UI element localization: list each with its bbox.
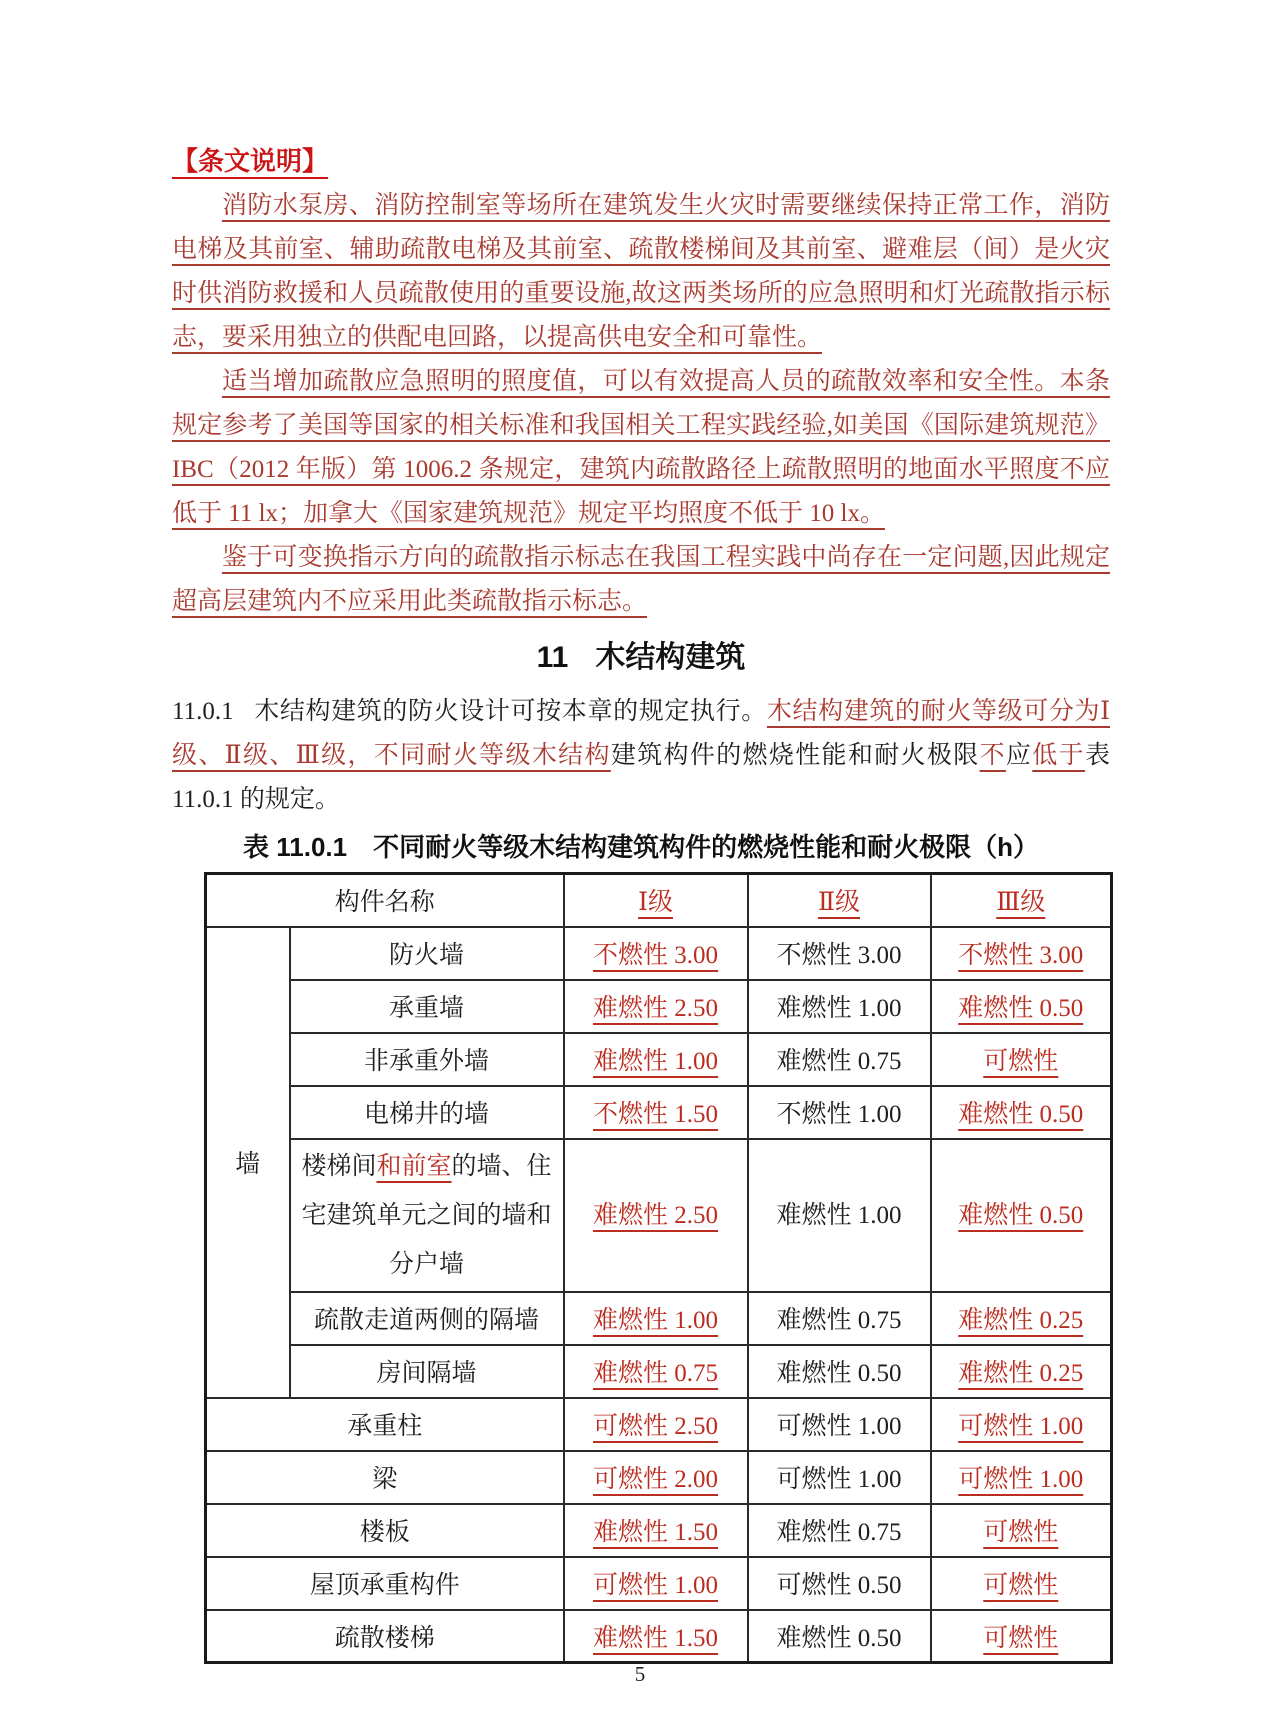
table-row xyxy=(206,1033,1112,1086)
row-name: 承重柱 xyxy=(206,1398,564,1451)
cell-value: 可燃性 0.50 xyxy=(748,1557,931,1610)
clause-text-black: 应 xyxy=(1005,742,1033,769)
row-group-wall: 墙 xyxy=(206,927,290,1398)
cell-value: 难燃性 0.50 xyxy=(931,1086,1112,1139)
cell-value: 不燃性 1.50 xyxy=(564,1086,748,1139)
cell-value: 难燃性 0.75 xyxy=(748,1033,931,1086)
cell-value: 难燃性 1.00 xyxy=(748,1139,931,1292)
clause-text-inserted: 木结构建筑的耐火等级可分为Ⅰ级、Ⅱ级、Ⅲ级，不同耐火等级木结构 xyxy=(172,698,1110,769)
row-name-inserted: 和前室 xyxy=(376,1152,452,1180)
annotation-label: 【条文说明】 xyxy=(172,146,329,176)
fire-resistance-table xyxy=(204,872,1113,1664)
clause-text-inserted: 不 xyxy=(979,742,1006,769)
row-name: 梁 xyxy=(206,1451,564,1504)
clause-text-black: 木结构建筑的防火设计可按本章的规定执行。 xyxy=(253,698,767,725)
row-name-text: 的墙、住宅建筑单元之间的墙和分户墙 xyxy=(301,1152,552,1278)
cell-value: 难燃性 0.50 xyxy=(931,980,1112,1033)
cell-value: 可燃性 2.00 xyxy=(564,1451,748,1504)
cell-value: 不燃性 1.00 xyxy=(748,1086,931,1139)
clause-11-0-1 xyxy=(172,690,1110,822)
clause-number: 11.0.1 xyxy=(172,698,234,725)
cell-value: 难燃性 0.75 xyxy=(748,1292,931,1345)
cell-value: 可燃性 xyxy=(931,1557,1112,1610)
table-row xyxy=(206,1610,1112,1663)
paragraph-fire-pump xyxy=(172,184,1110,360)
table-row xyxy=(206,1398,1112,1451)
cell-value: 难燃性 1.00 xyxy=(748,980,931,1033)
row-name: 防火墙 xyxy=(290,927,564,980)
cell-value: 可燃性 xyxy=(931,1504,1112,1557)
cell-value: 可燃性 1.00 xyxy=(564,1557,748,1610)
row-name: 楼板 xyxy=(206,1504,564,1557)
table-row xyxy=(206,1557,1112,1610)
row-name: 电梯井的墙 xyxy=(290,1086,564,1139)
paragraph-illuminance xyxy=(172,360,1110,536)
row-name: 非承重外墙 xyxy=(290,1033,564,1086)
cell-value: 难燃性 1.00 xyxy=(564,1033,748,1086)
table-row xyxy=(206,1345,1112,1398)
row-name-text: 楼梯间 xyxy=(301,1152,377,1180)
cell-value: 可燃性 1.00 xyxy=(931,1398,1112,1451)
cell-value: 可燃性 2.50 xyxy=(564,1398,748,1451)
clause-text-black: 表 11.0.1 的规定。 xyxy=(172,742,1110,813)
table-row xyxy=(206,1139,1112,1292)
table-row xyxy=(206,1504,1112,1557)
table-title: 表 11.0.1 不同耐火等级木结构建筑构件的燃烧性能和耐火极限（h） xyxy=(243,832,1039,862)
paragraph-text: 消防水泵房、消防控制室等场所在建筑发生火灾时需要继续保持正常工作，消防电梯及其前室、辅助疏散电梯及其前室、疏散楼梯间及其前室、避难层（间）是火灾时供消防救援和人员疏散使用的重要设施,故这两类场所的应急照明和灯光疏散指示标志，要采用独立的供配电回路，以提高供电安全和可靠性。 xyxy=(172,192,1110,351)
section-title: 木结构建筑 xyxy=(595,641,746,674)
table-row xyxy=(206,1086,1112,1139)
table-row xyxy=(206,980,1112,1033)
cell-value: 难燃性 0.75 xyxy=(564,1345,748,1398)
cell-value: 难燃性 1.00 xyxy=(564,1292,748,1345)
clause-text-black: 建筑构件的燃烧性能和耐火极限 xyxy=(610,742,980,769)
cell-value: 可燃性 1.00 xyxy=(748,1451,931,1504)
cell-value: 难燃性 0.50 xyxy=(748,1610,931,1663)
header-level-1: Ⅰ级 xyxy=(564,874,748,927)
cell-value: 不燃性 3.00 xyxy=(564,927,748,980)
cell-value: 难燃性 0.50 xyxy=(748,1345,931,1398)
row-name: 承重墙 xyxy=(290,980,564,1033)
clause-text-inserted: 低于 xyxy=(1032,742,1085,769)
row-name: 疏散楼梯 xyxy=(206,1610,564,1663)
table-header-row xyxy=(206,874,1112,927)
cell-value: 可燃性 1.00 xyxy=(748,1398,931,1451)
row-name: 屋顶承重构件 xyxy=(206,1557,564,1610)
cell-value: 难燃性 0.25 xyxy=(931,1345,1112,1398)
header-component-name: 构件名称 xyxy=(206,874,564,927)
table-row xyxy=(206,927,1112,980)
cell-value: 可燃性 xyxy=(931,1033,1112,1086)
paragraph-text: 鉴于可变换指示方向的疏散指示标志在我国工程实践中尚存在一定问题,因此规定超高层建筑内不应采用此类疏散指示标志。 xyxy=(172,544,1110,615)
cell-value: 难燃性 2.50 xyxy=(564,1139,748,1292)
cell-value: 难燃性 1.50 xyxy=(564,1504,748,1557)
table-row xyxy=(206,1292,1112,1345)
row-name: 疏散走道两侧的隔墙 xyxy=(290,1292,564,1345)
cell-value: 难燃性 2.50 xyxy=(564,980,748,1033)
cell-value: 不燃性 3.00 xyxy=(931,927,1112,980)
table-row xyxy=(206,1451,1112,1504)
cell-value: 难燃性 0.50 xyxy=(931,1139,1112,1292)
paragraph-text: 适当增加疏散应急照明的照度值，可以有效提高人员的疏散效率和安全性。本条规定参考了美国等国家的相关标准和我国相关工程实践经验,如美国《国际建筑规范》IBC（2012 年版）第 1006.2 条规定，建筑内疏散路径上疏散照明的地面水平照度不应低于 11 lx；加拿大《国家建筑规范》规定平均照度不低于 10 lx。 xyxy=(172,368,1110,527)
cell-value: 不燃性 3.00 xyxy=(748,927,931,980)
row-name xyxy=(290,1139,564,1292)
cell-value: 难燃性 0.25 xyxy=(931,1292,1112,1345)
page-number: 5 xyxy=(634,1662,646,1686)
section-number: 11 xyxy=(536,641,569,674)
paragraph-direction-signs xyxy=(172,536,1110,624)
cell-value: 难燃性 1.50 xyxy=(564,1610,748,1663)
annotation-heading xyxy=(172,138,1110,184)
cell-value: 难燃性 0.75 xyxy=(748,1504,931,1557)
row-name: 房间隔墙 xyxy=(290,1345,564,1398)
header-level-2: Ⅱ级 xyxy=(748,874,931,927)
section-heading xyxy=(172,634,1110,682)
cell-value: 可燃性 1.00 xyxy=(931,1451,1112,1504)
header-level-3: Ⅲ级 xyxy=(931,874,1112,927)
cell-value: 可燃性 xyxy=(931,1610,1112,1663)
